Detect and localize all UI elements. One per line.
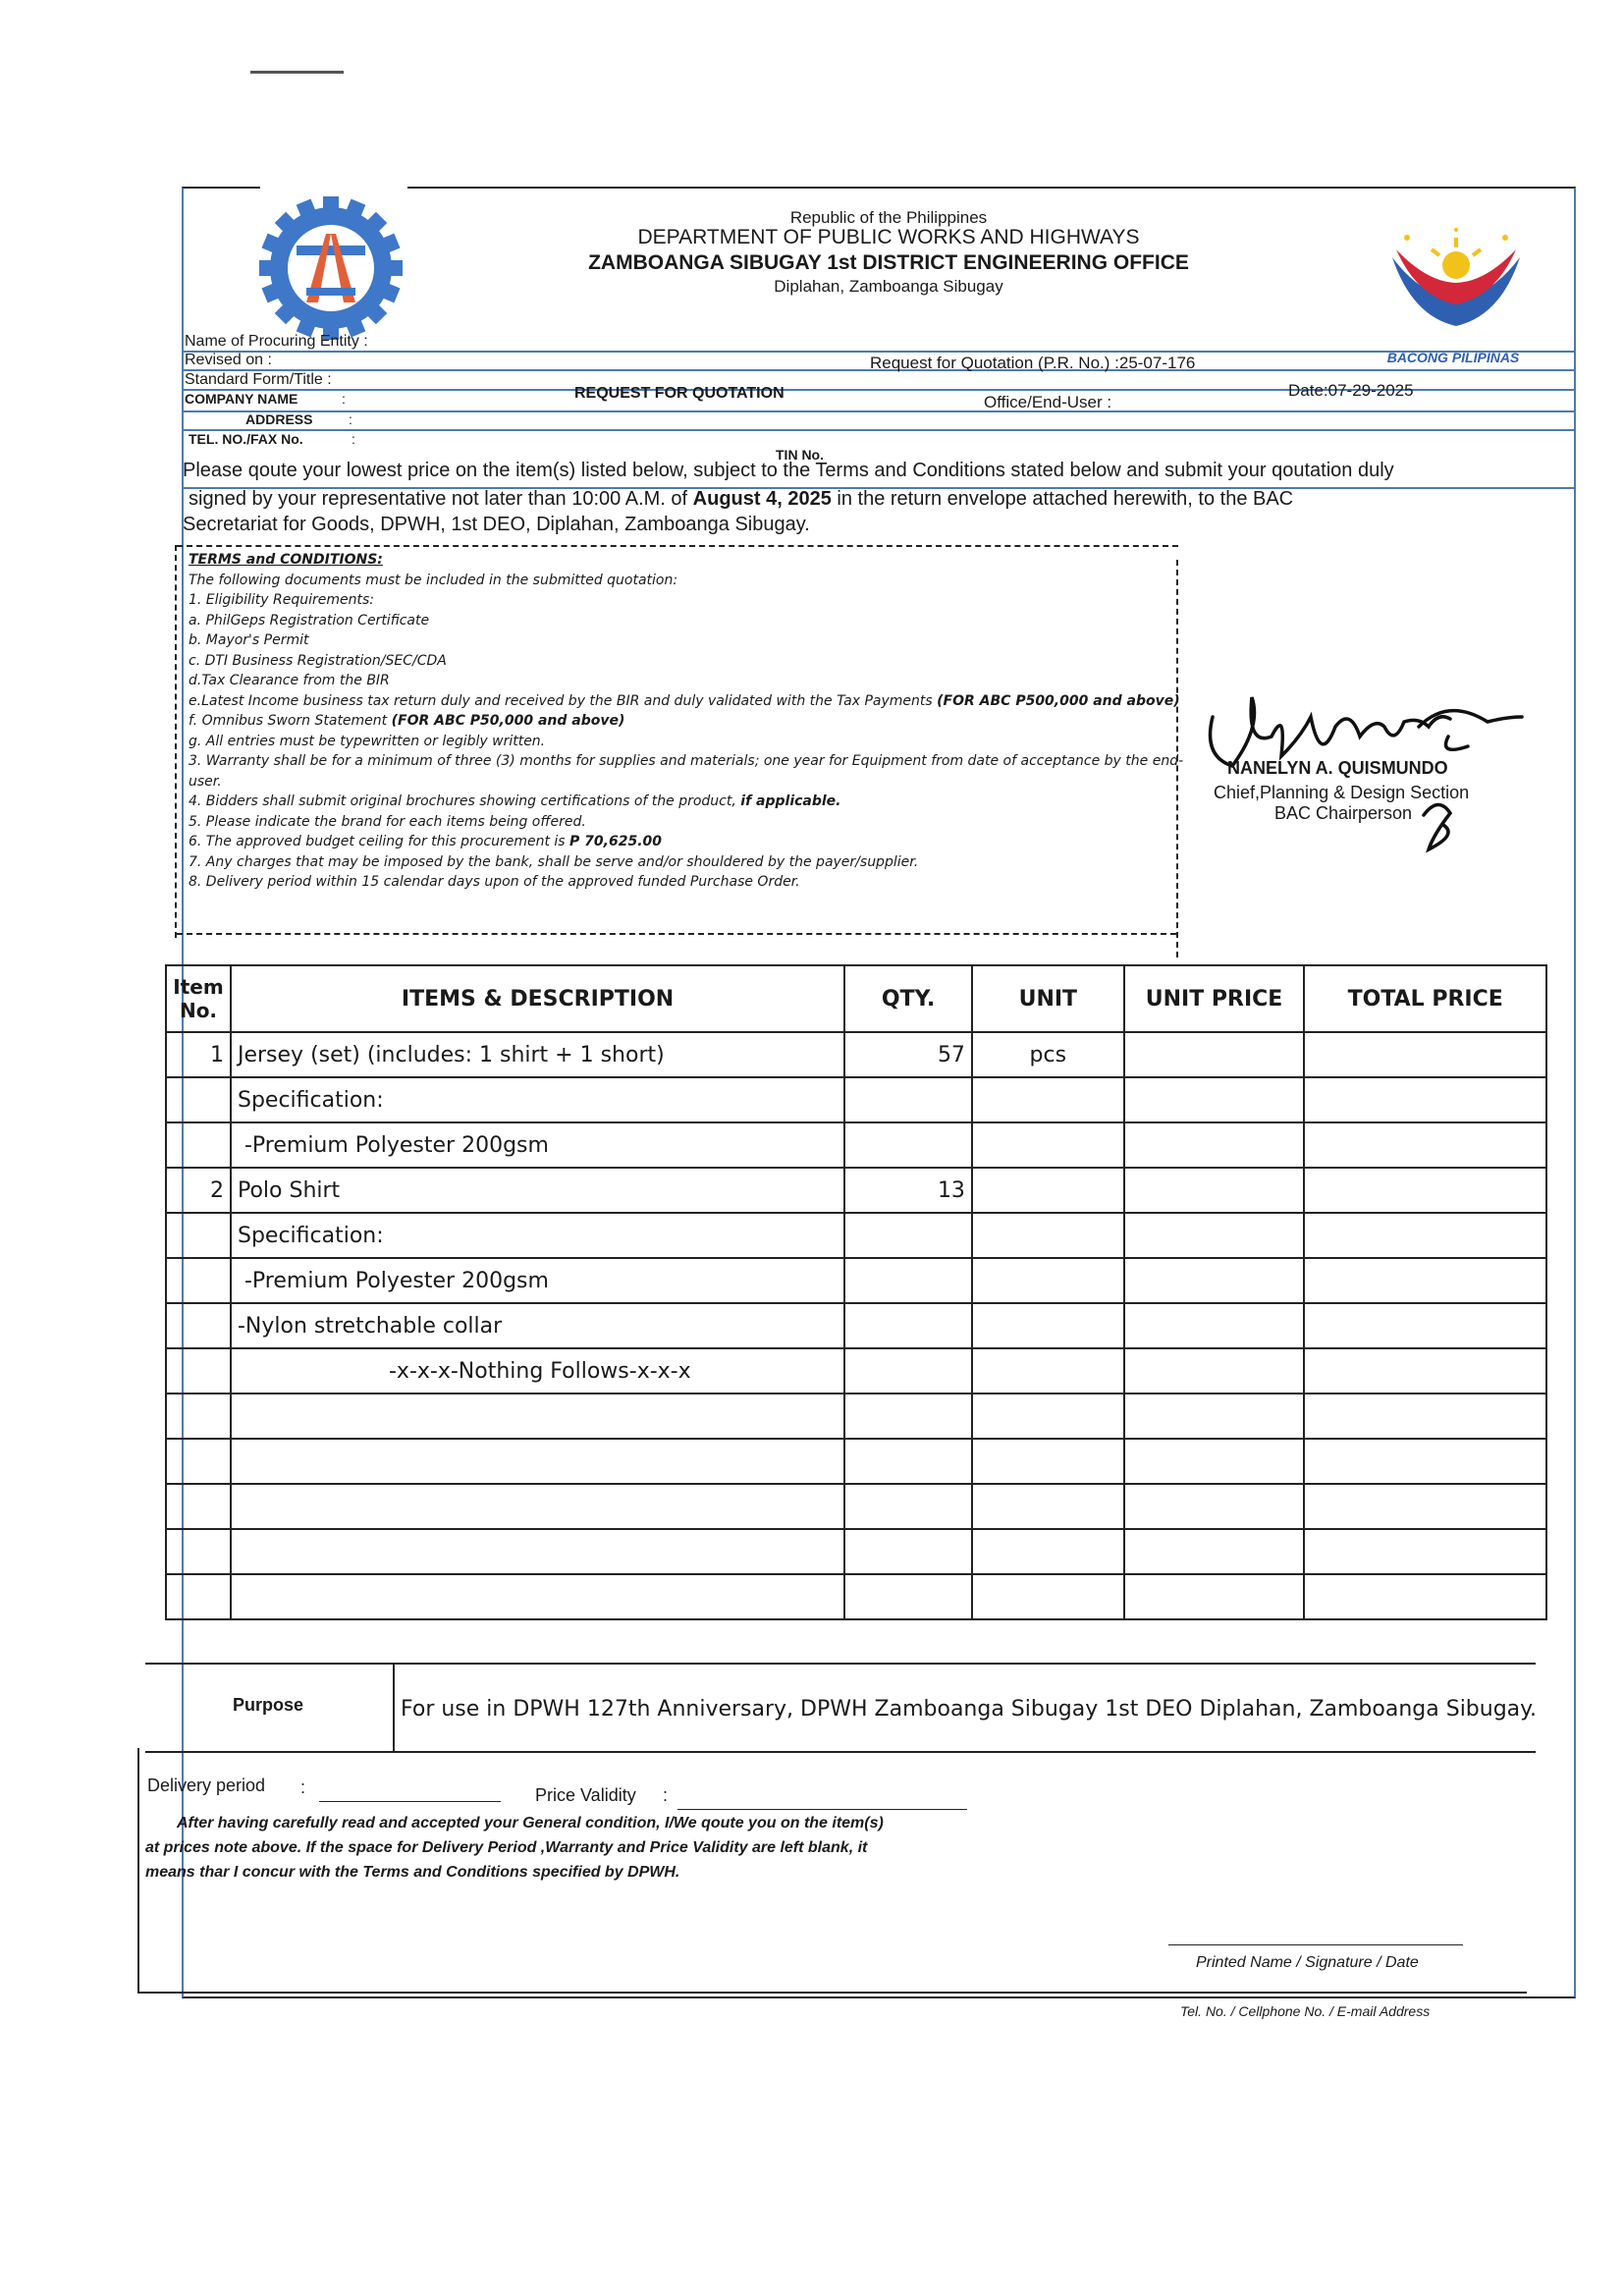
location-line: Diplahan, Zamboanga Sibugay xyxy=(774,277,1003,296)
item-desc: Jersey (set) (includes: 1 shirt + 1 short) xyxy=(231,1032,844,1077)
office-line: ZAMBOANGA SIBUGAY 1st DISTRICT ENGINEERING OFFICE xyxy=(588,251,1189,274)
item-no xyxy=(166,1484,231,1529)
contact-label: Tel. No. / Cellphone No. / E-mail Address xyxy=(1180,2003,1431,2019)
table-row xyxy=(166,1529,1546,1574)
table-row xyxy=(166,1168,1546,1213)
terms-and-conditions xyxy=(189,550,1184,893)
item-unit-price[interactable] xyxy=(1124,1439,1305,1484)
department-line: DEPARTMENT OF PUBLIC WORKS AND HIGHWAYS xyxy=(637,226,1140,248)
table-row xyxy=(166,1258,1546,1303)
item-qty xyxy=(844,1122,972,1168)
item-unit-price[interactable] xyxy=(1124,1077,1305,1122)
header-no-label: No. xyxy=(179,999,218,1022)
item-desc: -Premium Polyester 200gsm xyxy=(231,1258,844,1303)
item-total-price[interactable] xyxy=(1304,1032,1546,1077)
items-table xyxy=(165,964,1547,1620)
item-unit xyxy=(972,1077,1124,1122)
item-unit-price[interactable] xyxy=(1124,1168,1305,1213)
terms-line-text: 4. Bidders shall submit original brochures showing certifications of the product, xyxy=(189,793,736,809)
item-unit xyxy=(972,1122,1124,1168)
item-desc: Specification: xyxy=(231,1213,844,1258)
signatory-name: NANELYN A. QUISMUNDO xyxy=(1227,758,1448,778)
terms-line-text: 6. The approved budget ceiling for this procurement is xyxy=(189,834,566,849)
field-line xyxy=(182,351,1576,353)
terms-line-text: e.Latest Income business tax return duly and received by the BIR and duly validated with the Tax Payments xyxy=(189,692,933,709)
item-no: 1 xyxy=(166,1032,231,1077)
office-end-user-label: Office/End-User : xyxy=(984,393,1112,411)
form-left-border xyxy=(137,1748,139,1994)
acceptance-line-1: After having carefully read and accepted your General condition, I/We qoute you on the item(s) xyxy=(177,1815,884,1831)
delivery-period-colon: : xyxy=(300,1777,306,1797)
delivery-period-blank[interactable] xyxy=(319,1801,501,1802)
item-unit xyxy=(972,1213,1124,1258)
rfq-number: Request for Quotation (P.R. No.) :25-07-176 xyxy=(870,354,1196,372)
terms-title: TERMS and CONDITIONS: xyxy=(189,552,383,568)
terms-line: a. PhilGeps Registration Certificate xyxy=(189,612,430,629)
signatory-position: Chief,Planning & Design Section xyxy=(1214,783,1470,802)
bagong-pilipinas-text: BACONG PILIPINAS xyxy=(1386,350,1520,365)
deadline-date: August 4, 2025 xyxy=(692,488,832,510)
nothing-follows: -x-x-x-Nothing Follows-x-x-x xyxy=(231,1348,844,1394)
item-total-price[interactable] xyxy=(1304,1122,1546,1168)
item-no xyxy=(166,1529,231,1574)
terms-line xyxy=(189,832,1170,852)
terms-line: g. All entries must be typewritten or legibly written. xyxy=(189,733,546,749)
table-row xyxy=(166,1122,1546,1168)
item-unit xyxy=(972,1529,1124,1574)
delivery-period-label: Delivery period xyxy=(147,1776,266,1795)
item-qty: 13 xyxy=(844,1168,972,1213)
item-qty xyxy=(844,1484,972,1529)
item-unit-price[interactable] xyxy=(1124,1122,1305,1168)
item-no xyxy=(166,1348,231,1394)
item-desc: -Premium Polyester 200gsm xyxy=(231,1122,844,1168)
item-qty xyxy=(844,1394,972,1439)
item-qty xyxy=(844,1574,972,1619)
terms-line: 1. Eligibility Requirements: xyxy=(189,592,374,608)
item-total-price[interactable] xyxy=(1304,1303,1546,1348)
item-desc xyxy=(231,1439,844,1484)
abc-50k-note: (FOR ABC P50,000 and above) xyxy=(391,713,625,729)
tel-fax-colon: : xyxy=(352,431,355,447)
header-item-label: Item xyxy=(173,975,224,999)
item-unit-price[interactable] xyxy=(1124,1258,1305,1303)
table-row xyxy=(166,1574,1546,1619)
header-description: ITEMS & DESCRIPTION xyxy=(231,965,844,1032)
tel-fax-label: TEL. NO./FAX No. xyxy=(189,431,303,447)
item-unit-price[interactable] xyxy=(1124,1529,1305,1574)
revised-on-label: Revised on : xyxy=(185,352,272,368)
item-no xyxy=(166,1394,231,1439)
item-unit xyxy=(972,1348,1124,1394)
header-unit: UNIT xyxy=(972,965,1124,1032)
item-qty xyxy=(844,1077,972,1122)
item-total-price[interactable] xyxy=(1304,1258,1546,1303)
item-unit xyxy=(972,1484,1124,1529)
item-desc xyxy=(231,1574,844,1619)
abc-500k-note: (FOR ABC P500,000 and above) xyxy=(937,692,1180,709)
terms-line: 7. Any charges that may be imposed by the bank, shall be serve and/or shouldered by the payer/supplier. xyxy=(189,853,919,870)
form-bottom-border xyxy=(137,1992,1527,1994)
table-header-row xyxy=(166,965,1546,1032)
procuring-entity-label: Name of Procuring Entity : xyxy=(185,333,368,350)
terms-left-border xyxy=(175,545,177,938)
terms-line: d.Tax Clearance from the BIR xyxy=(189,673,390,688)
budget-amount: P 70,625.00 xyxy=(569,834,662,849)
item-unit-price[interactable] xyxy=(1124,1394,1305,1439)
item-unit-price[interactable] xyxy=(1124,1303,1305,1348)
acceptance-line-3: means thar I concur with the Terms and Conditions specified by DPWH. xyxy=(145,1864,680,1881)
acceptance-line-2: at prices note above. If the space for Delivery Period ,Warranty and Price Validity are left blank, it xyxy=(145,1839,868,1856)
scan-mark xyxy=(250,71,344,74)
item-qty: 57 xyxy=(844,1032,972,1077)
item-total-price[interactable] xyxy=(1304,1394,1546,1439)
item-unit xyxy=(972,1303,1124,1348)
header-item-no xyxy=(166,965,231,1032)
standard-form-label: Standard Form/Title : xyxy=(185,371,332,388)
header-qty: QTY. xyxy=(844,965,972,1032)
table-row xyxy=(166,1348,1546,1394)
terms-bottom-border xyxy=(177,933,1176,935)
company-name-label: COMPANY NAME xyxy=(185,391,298,407)
item-qty xyxy=(844,1213,972,1258)
item-no xyxy=(166,1439,231,1484)
printed-name-label: Printed Name / Signature / Date xyxy=(1196,1954,1419,1971)
table-row xyxy=(166,1484,1546,1529)
table-row xyxy=(166,1213,1546,1258)
tin-label: TIN No. xyxy=(776,447,824,463)
item-total-price[interactable] xyxy=(1304,1213,1546,1258)
item-desc xyxy=(231,1529,844,1574)
item-no xyxy=(166,1077,231,1122)
item-desc: -Nylon stretchable collar xyxy=(231,1303,844,1348)
field-line xyxy=(182,410,1576,412)
field-line xyxy=(182,429,1576,431)
price-validity-label: Price Validity xyxy=(535,1785,636,1805)
item-unit: pcs xyxy=(972,1032,1124,1077)
table-row xyxy=(166,1394,1546,1439)
bagong-pilipinas-logo-icon xyxy=(1382,228,1530,341)
item-qty xyxy=(844,1439,972,1484)
company-name-colon: : xyxy=(342,391,346,407)
item-unit-price[interactable] xyxy=(1124,1348,1305,1394)
item-no xyxy=(166,1303,231,1348)
terms-line: b. Mayor's Permit xyxy=(189,632,309,648)
item-total-price[interactable] xyxy=(1304,1077,1546,1122)
terms-line: The following documents must be included in the submitted quotation: xyxy=(189,572,678,588)
signatory-role: BAC Chairperson xyxy=(1274,803,1413,823)
item-desc xyxy=(231,1484,844,1529)
item-unit xyxy=(972,1439,1124,1484)
item-unit-price[interactable] xyxy=(1124,1213,1305,1258)
terms-line: user. xyxy=(189,773,222,790)
intro-line-3: Secretariat for Goods, DPWH, 1st DEO, Diplahan, Zamboanga Sibugay. xyxy=(183,514,810,535)
if-applicable-note: if applicable. xyxy=(740,793,841,809)
item-total-price[interactable] xyxy=(1304,1529,1546,1574)
item-qty xyxy=(844,1303,972,1348)
item-no xyxy=(166,1258,231,1303)
item-qty xyxy=(844,1258,972,1303)
form-title: REQUEST FOR QUOTATION xyxy=(574,385,785,402)
terms-top-border xyxy=(177,545,1178,547)
terms-line: c. DTI Business Registration/SEC/CDA xyxy=(189,652,447,669)
purpose-label: Purpose xyxy=(233,1695,304,1715)
terms-line xyxy=(189,691,1180,712)
item-unit xyxy=(972,1394,1124,1439)
item-no xyxy=(166,1122,231,1168)
item-unit xyxy=(972,1574,1124,1619)
item-total-price[interactable] xyxy=(1304,1574,1546,1619)
price-validity-colon: : xyxy=(663,1785,669,1805)
header-unit-price: UNIT PRICE xyxy=(1124,965,1305,1032)
item-total-price[interactable] xyxy=(1304,1439,1546,1484)
republic-line: Republic of the Philippines xyxy=(789,208,988,227)
item-unit-price[interactable] xyxy=(1124,1032,1305,1077)
terms-line: 8. Delivery period within 15 calendar days upon of the approved funded Purchase Order. xyxy=(189,874,800,890)
item-no: 2 xyxy=(166,1168,231,1213)
dpwh-logo-icon xyxy=(257,194,405,342)
item-unit-price[interactable] xyxy=(1124,1484,1305,1529)
item-unit-price[interactable] xyxy=(1124,1574,1305,1619)
price-validity-blank[interactable] xyxy=(677,1809,967,1810)
item-no xyxy=(166,1213,231,1258)
table-row xyxy=(166,1439,1546,1484)
address-colon: : xyxy=(349,411,352,427)
terms-line: 3. Warranty shall be for a minimum of three (3) months for supplies and materials; one year for Equipment from date of acceptance by the end- xyxy=(189,753,1184,769)
terms-line xyxy=(189,711,1170,732)
item-total-price[interactable] xyxy=(1304,1484,1546,1529)
item-no xyxy=(166,1574,231,1619)
intro-line-2 xyxy=(189,488,1293,511)
frame-top-gap xyxy=(260,183,407,191)
intro-line-2-a: signed by your representative not later than 10:00 A.M. of xyxy=(189,488,688,510)
intro-line-1: Please qoute your lowest price on the item(s) listed below, subject to the Terms and Conditions stated below and submit your qoutation duly xyxy=(183,460,1394,481)
item-unit xyxy=(972,1168,1124,1213)
address-label: ADDRESS xyxy=(245,411,313,427)
terms-line: 5. Please indicate the brand for each items being offered. xyxy=(189,813,586,830)
item-total-price[interactable] xyxy=(1304,1168,1546,1213)
item-qty xyxy=(844,1529,972,1574)
table-row xyxy=(166,1303,1546,1348)
purpose-text: For use in DPWH 127th Anniversary, DPWH Zamboanga Sibugay 1st DEO Diplahan, Zamboanga Sibugay. xyxy=(401,1697,1538,1722)
item-qty xyxy=(844,1348,972,1394)
intro-line-2-b: in the return envelope attached herewith, to the BAC xyxy=(837,488,1294,510)
item-desc: Polo Shirt xyxy=(231,1168,844,1213)
date-field: Date:07-29-2025 xyxy=(1288,381,1414,400)
purpose-divider xyxy=(393,1663,395,1753)
table-row xyxy=(166,1077,1546,1122)
terms-line-text: f. Omnibus Sworn Statement xyxy=(189,713,388,729)
item-desc: Specification: xyxy=(231,1077,844,1122)
table-row xyxy=(166,1032,1546,1077)
item-unit xyxy=(972,1258,1124,1303)
item-desc xyxy=(231,1394,844,1439)
item-total-price[interactable] xyxy=(1304,1348,1546,1394)
header-total-price: TOTAL PRICE xyxy=(1304,965,1546,1032)
signature-blank[interactable] xyxy=(1168,1944,1463,1945)
terms-line xyxy=(189,792,1170,812)
